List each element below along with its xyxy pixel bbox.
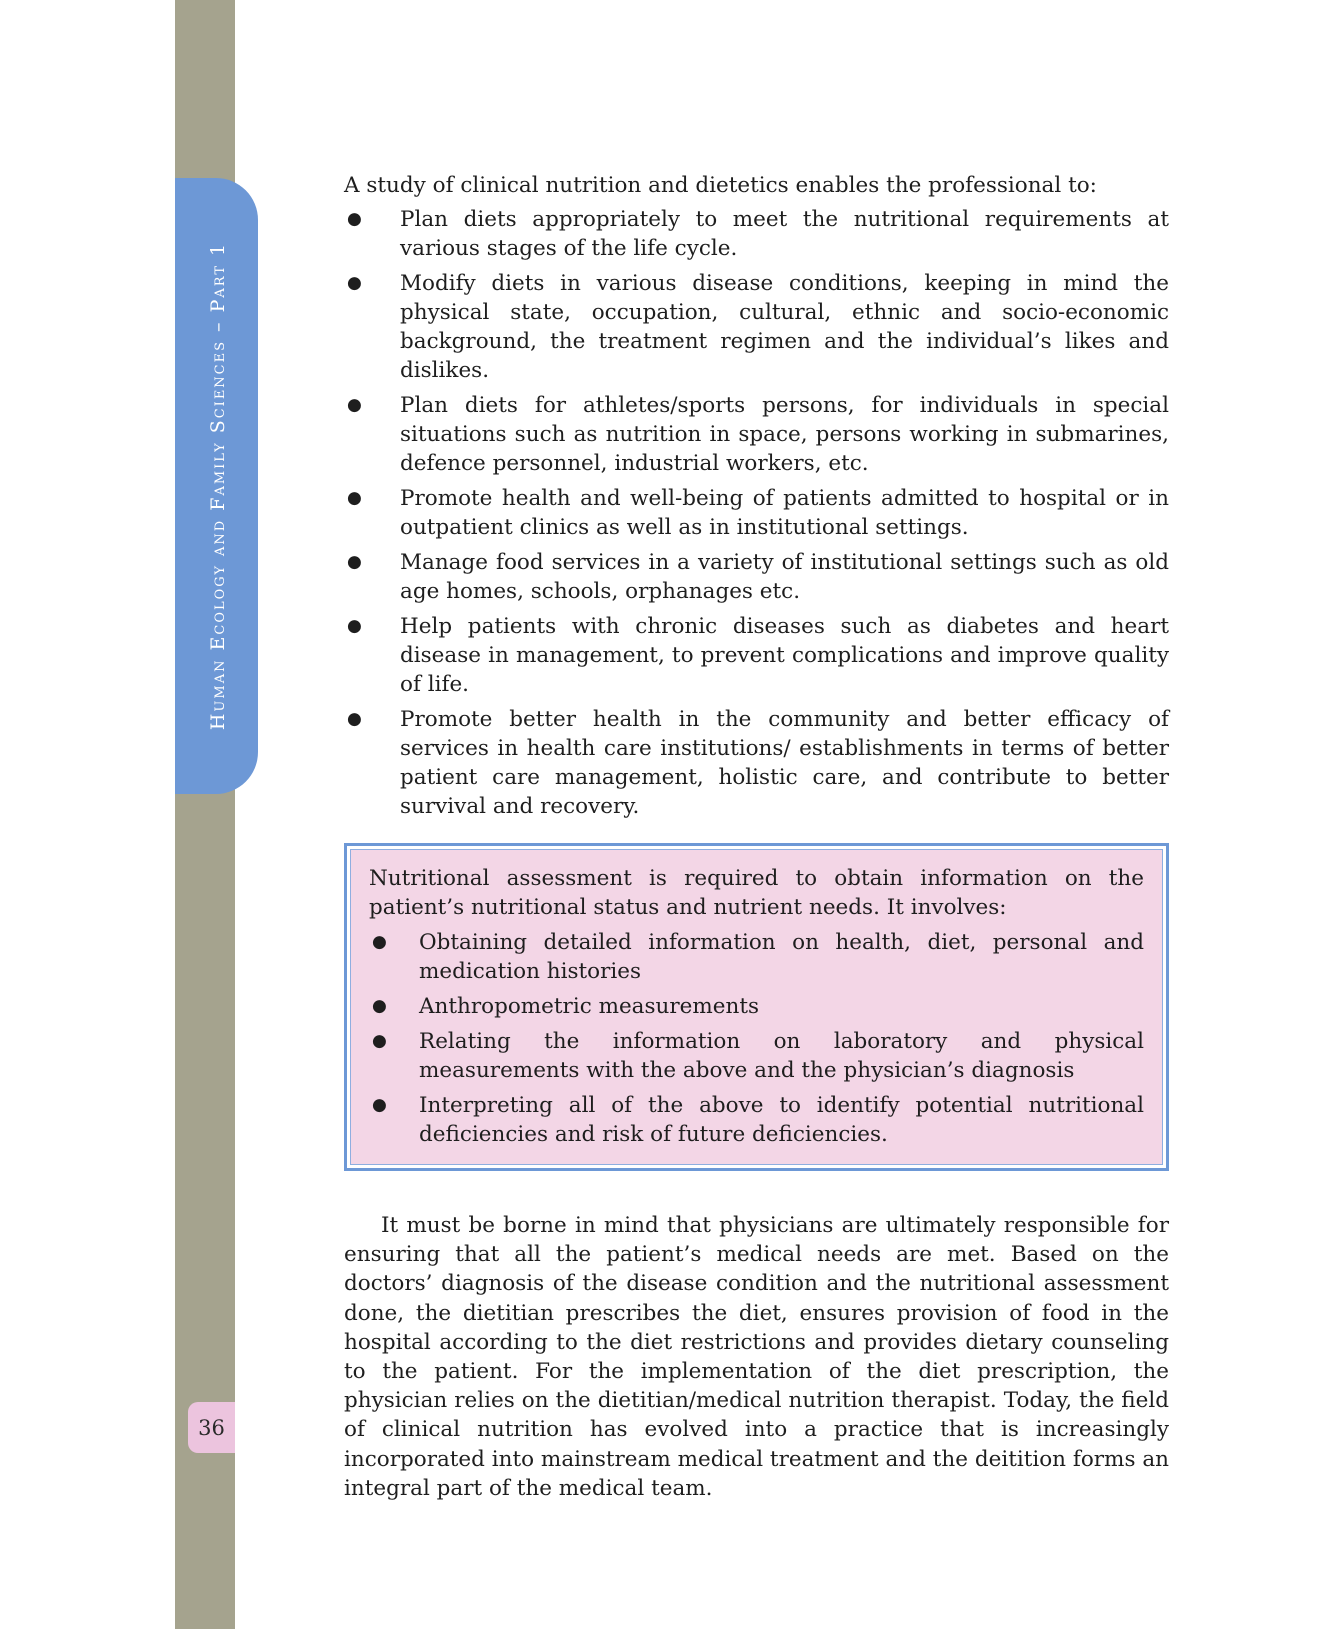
list-item-text: Promote better health in the community and better efficacy of services in health care institutions/ establishments in terms of better patient care management, holistic care, and contribute to better survival and recovery. bbox=[400, 707, 1169, 819]
list-item-text: Promote health and well-being of patients admitted to hospital or in outpatient clinics as well as in institutional settings. bbox=[400, 486, 1169, 540]
list-item bbox=[344, 269, 1169, 385]
bullet-icon: ● bbox=[372, 996, 387, 1016]
list-item bbox=[369, 1027, 1144, 1085]
list-item-text: Modify diets in various disease conditions, keeping in mind the physical state, occupation, cultural, ethnic and socio-economic background, the treatment regimen and the individual’s likes and dislikes. bbox=[400, 271, 1169, 383]
bullet-icon: ● bbox=[347, 709, 362, 729]
list-item-text: Interpreting all of the above to identify potential nutritional deficiencies and risk of future deficiencies. bbox=[419, 1093, 1144, 1147]
list-item-text: Obtaining detailed information on health, diet, personal and medication histories bbox=[419, 930, 1144, 984]
bullet-icon: ● bbox=[372, 1095, 387, 1115]
list-item bbox=[344, 484, 1169, 542]
list-item-text: Plan diets appropriately to meet the nutritional requirements at various stages of the life cycle. bbox=[400, 207, 1169, 261]
list-item bbox=[369, 928, 1144, 986]
list-item-text: Plan diets for athletes/sports persons, for individuals in special situations such as nutrition in space, persons working in submarines, defence personnel, industrial workers, etc. bbox=[400, 393, 1169, 476]
page-content bbox=[344, 171, 1169, 1503]
bullet-icon: ● bbox=[347, 616, 362, 636]
bullet-icon: ● bbox=[347, 488, 362, 508]
page-number: 36 bbox=[188, 1402, 235, 1453]
list-item bbox=[369, 1091, 1144, 1149]
list-item bbox=[344, 705, 1169, 821]
bullet-icon: ● bbox=[347, 552, 362, 572]
bullet-icon: ● bbox=[347, 209, 362, 229]
sidebar-title: Human Ecology and Family Sciences – Part 1 bbox=[207, 241, 229, 731]
list-item bbox=[344, 612, 1169, 699]
benefits-list bbox=[344, 205, 1169, 821]
box-intro-paragraph: Nutritional assessment is required to obtain information on the patient’s nutritional status and nutrient needs. It involves: bbox=[369, 866, 1144, 920]
assessment-list bbox=[369, 928, 1144, 1149]
bullet-icon: ● bbox=[347, 395, 362, 415]
bullet-icon: ● bbox=[372, 1031, 387, 1051]
list-item-text: Relating the information on laboratory and physical measurements with the above and the physician’s diagnosis bbox=[419, 1029, 1144, 1083]
list-item-text: Anthropometric measurements bbox=[419, 994, 760, 1019]
list-item-text: Manage food services in a variety of institutional settings such as old age homes, schools, orphanages etc. bbox=[400, 550, 1169, 604]
list-item-text: Help patients with chronic diseases such as diabetes and heart disease in management, to prevent complications and improve quality of life. bbox=[400, 614, 1169, 697]
list-item bbox=[344, 391, 1169, 478]
intro-paragraph: A study of clinical nutrition and dietetics enables the professional to: bbox=[344, 173, 1097, 198]
nutritional-assessment-box bbox=[344, 843, 1169, 1171]
bullet-icon: ● bbox=[347, 273, 362, 293]
list-item bbox=[344, 205, 1169, 263]
closing-paragraph: It must be borne in mind that physicians are ultimately responsible for ensuring that all the patient’s medical needs are met. Based on the doctors’ diagnosis of the disease condition and the nutritional assessment done, the dietitian prescribes the diet, ensures provision of food in the hospital according to the diet restrictions and provides dietary counseling to the patient. For the implementation of the diet prescription, the physician relies on the dietitian/medical nutrition therapist. Today, the field of clinical nutrition has evolved into a practice that is increasingly incorporated into mainstream medical treatment and the deitition forms an integral part of the medical team. bbox=[344, 1213, 1169, 1501]
list-item bbox=[344, 548, 1169, 606]
list-item bbox=[369, 992, 1144, 1021]
nutritional-assessment-panel bbox=[350, 849, 1163, 1165]
bullet-icon: ● bbox=[372, 932, 387, 952]
